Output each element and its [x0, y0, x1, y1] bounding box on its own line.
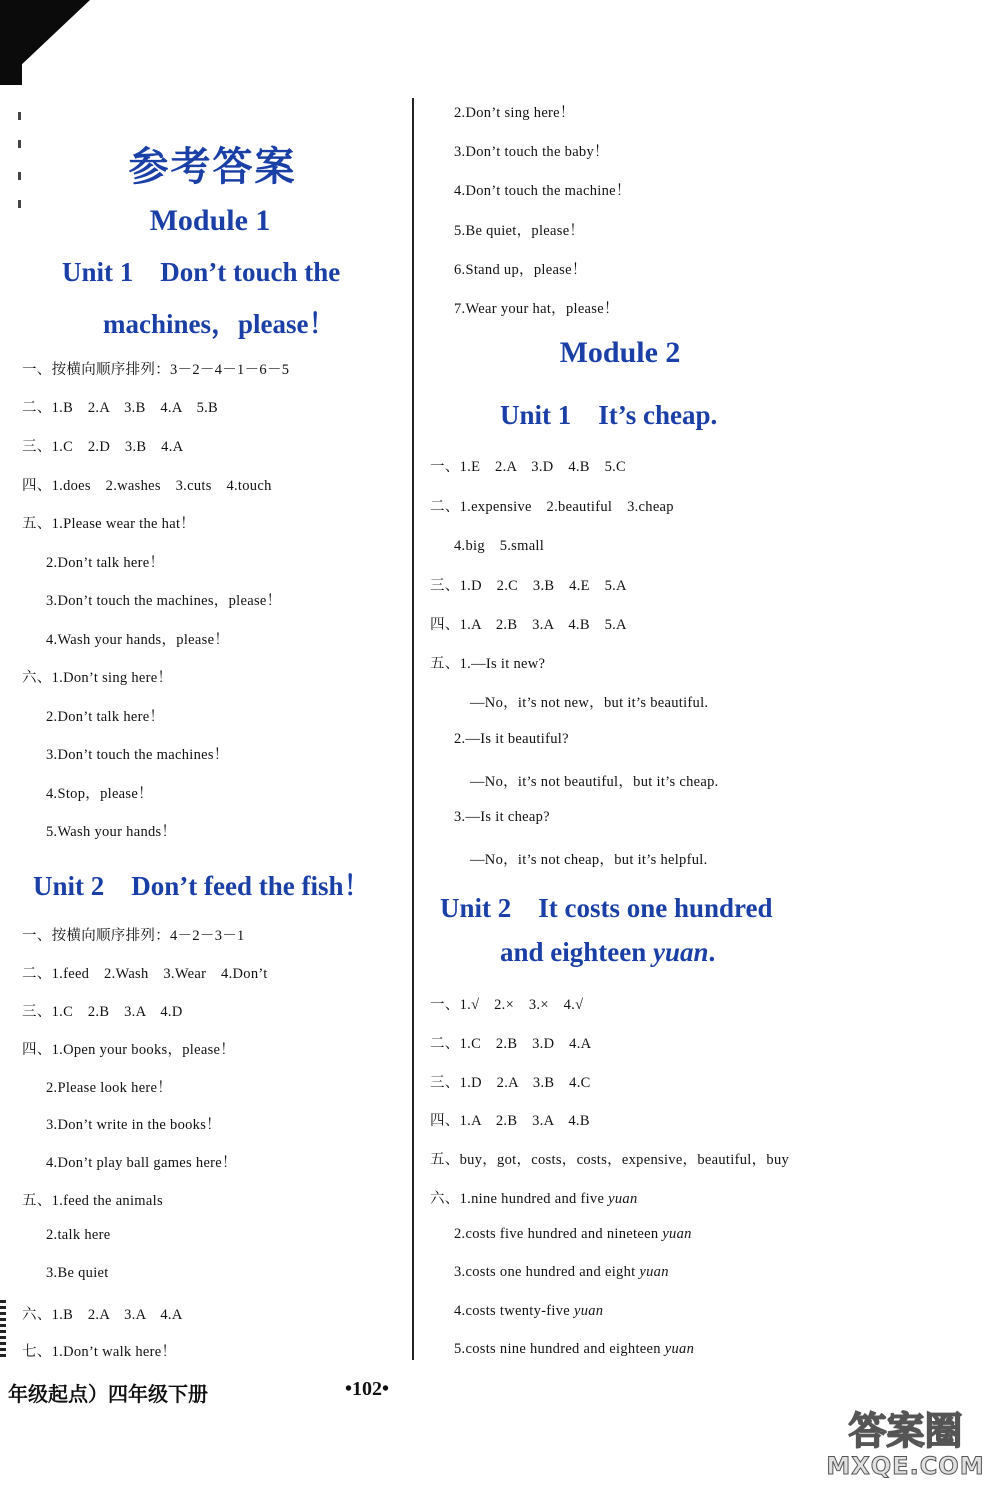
answer-line: [454, 1264, 669, 1281]
answer-line: 四、1.A 2.B 3.A 4.B 5.A: [430, 617, 627, 633]
page-title: 参考答案: [128, 144, 297, 190]
answer-line: 7.Wear your hat，please！: [454, 301, 619, 317]
module-2-unit-2-heading-line2: [500, 937, 715, 968]
answer-line: 五、1.—Is it new?: [430, 656, 546, 672]
answer-line: 2.Please look here！: [46, 1080, 173, 1096]
answer-yuan: yuan: [664, 1341, 695, 1357]
answer-line: 四、1.does 2.washes 3.cuts 4.touch: [22, 478, 272, 494]
module-1-heading: Module 1: [149, 204, 271, 237]
answer-line: 4.Wash your hands，please！: [46, 632, 230, 648]
answer-line: 二、1.B 2.A 3.B 4.A 5.B: [22, 400, 219, 416]
answer-line: 3.—Is it cheap?: [454, 809, 550, 825]
answer-line: —No，it’s not beautiful，but it’s cheap.: [470, 774, 719, 790]
binding-marks: [0, 1300, 6, 1360]
column-divider: [412, 98, 414, 1360]
answer-yuan: yuan: [639, 1264, 669, 1280]
answer-line: 一、按横向顺序排列：3－2－4－1－6－5: [22, 362, 290, 378]
answer-line: 五、1.Please wear the hat！: [22, 516, 196, 532]
answer-line: 六、1.B 2.A 3.A 4.A: [22, 1307, 183, 1323]
heading-yuan: yuan: [653, 937, 709, 967]
answer-yuan: yuan: [573, 1303, 604, 1319]
answer-line: 3.Be quiet: [46, 1265, 109, 1281]
answer-line: [430, 1187, 638, 1208]
answer-line: 三、1.D 2.A 3.B 4.C: [430, 1075, 591, 1091]
answer-text: 2.costs five hundred and nineteen: [454, 1226, 663, 1242]
answer-line: 七、1.Don’t walk here！: [22, 1344, 177, 1360]
answer-line: [454, 1303, 603, 1320]
page-number: •102•: [345, 1378, 390, 1400]
answer-line: —No，it’s not cheap，but it’s helpful.: [470, 852, 708, 868]
answer-line: 3.Don’t touch the baby！: [454, 144, 609, 160]
answer-line: 一、1.√ 2.× 3.× 4.√: [430, 997, 584, 1013]
answer-line: 四、1.Open your books，please！: [22, 1042, 236, 1058]
answer-line: 一、按横向顺序排列：4－2－3－1: [22, 928, 245, 944]
answer-text: 3.costs one hundred and eight: [454, 1264, 640, 1280]
answer-line: 2.Don’t sing here！: [454, 105, 575, 121]
answer-line: [454, 1341, 694, 1358]
unit-2-heading: Unit 2 Don’t feed the fish！: [33, 871, 371, 901]
answer-yuan: yuan: [662, 1226, 692, 1242]
answer-line: 五、1.feed the animals: [22, 1193, 163, 1209]
answer-line: 6.Stand up，please！: [454, 262, 587, 278]
module-2-heading: Module 2: [559, 336, 681, 369]
answer-line: 三、1.D 2.C 3.B 4.E 5.A: [430, 578, 627, 594]
answer-line: —No，it’s not new，but it’s beautiful.: [470, 695, 709, 711]
answer-line: 2.talk here: [46, 1227, 111, 1243]
unit-1-heading-line2: machines，please！: [103, 309, 336, 339]
answer-line: 四、1.A 2.B 3.A 4.B: [430, 1113, 590, 1129]
page-corner-shadow-strip: [0, 0, 22, 85]
answer-line: 5.Be quiet，please！: [454, 223, 585, 239]
answer-yuan: yuan: [608, 1191, 638, 1207]
watermark-logo-text: 答案圈: [848, 1409, 963, 1453]
answer-line: 4.Don’t play ball games here！: [46, 1155, 237, 1171]
answer-line: 六、1.Don’t sing here！: [22, 670, 173, 686]
module-2-unit-1-heading: Unit 1 It’s cheap.: [500, 400, 718, 430]
answer-text: 4.costs twenty-five: [454, 1303, 574, 1319]
answer-line: 二、1.feed 2.Wash 3.Wear 4.Don’t: [22, 966, 268, 982]
heading-period: .: [708, 937, 716, 967]
answer-line: 二、1.expensive 2.beautiful 3.cheap: [430, 499, 674, 515]
answer-line: [454, 1226, 692, 1243]
answer-line: 4.big 5.small: [454, 538, 545, 554]
answer-line: 3.Don’t write in the books！: [46, 1117, 221, 1133]
watermark-url: MXQE.COM: [826, 1452, 985, 1480]
unit-1-heading-line1: Unit 1 Don’t touch the: [62, 257, 341, 287]
answer-text: 六、1.nine hundred and five: [430, 1191, 609, 1207]
answer-line: 一、1.E 2.A 3.D 4.B 5.C: [430, 459, 627, 475]
answer-line: 三、1.C 2.B 3.A 4.D: [22, 1004, 183, 1020]
answer-line: 3.Don’t touch the machines！: [46, 747, 229, 763]
answer-line: 二、1.C 2.B 3.D 4.A: [430, 1036, 592, 1052]
answer-line: 4.Don’t touch the machine！: [454, 183, 631, 199]
book-footer: 年级起点）四年级下册: [8, 1382, 208, 1406]
answer-line: 2.—Is it beautiful?: [454, 731, 569, 747]
answer-line: 2.Don’t talk here！: [46, 709, 165, 725]
module-2-unit-2-heading-line1: Unit 2 It costs one hundred: [440, 893, 773, 923]
answer-line: 5.Wash your hands！: [46, 824, 177, 840]
answer-line: 4.Stop，please！: [46, 786, 153, 802]
margin-mark: [18, 112, 21, 120]
answer-line: 五、buy，got，costs，costs，expensive，beautiful，buy: [430, 1152, 790, 1168]
heading-text: and eighteen: [500, 937, 654, 967]
answer-line: 2.Don’t talk here！: [46, 555, 165, 571]
answer-text: 5.costs nine hundred and eighteen: [454, 1341, 665, 1357]
site-watermark: [818, 1400, 993, 1490]
answer-line: 三、1.C 2.D 3.B 4.A: [22, 439, 184, 455]
answer-line: 3.Don’t touch the machines，please！: [46, 593, 282, 609]
